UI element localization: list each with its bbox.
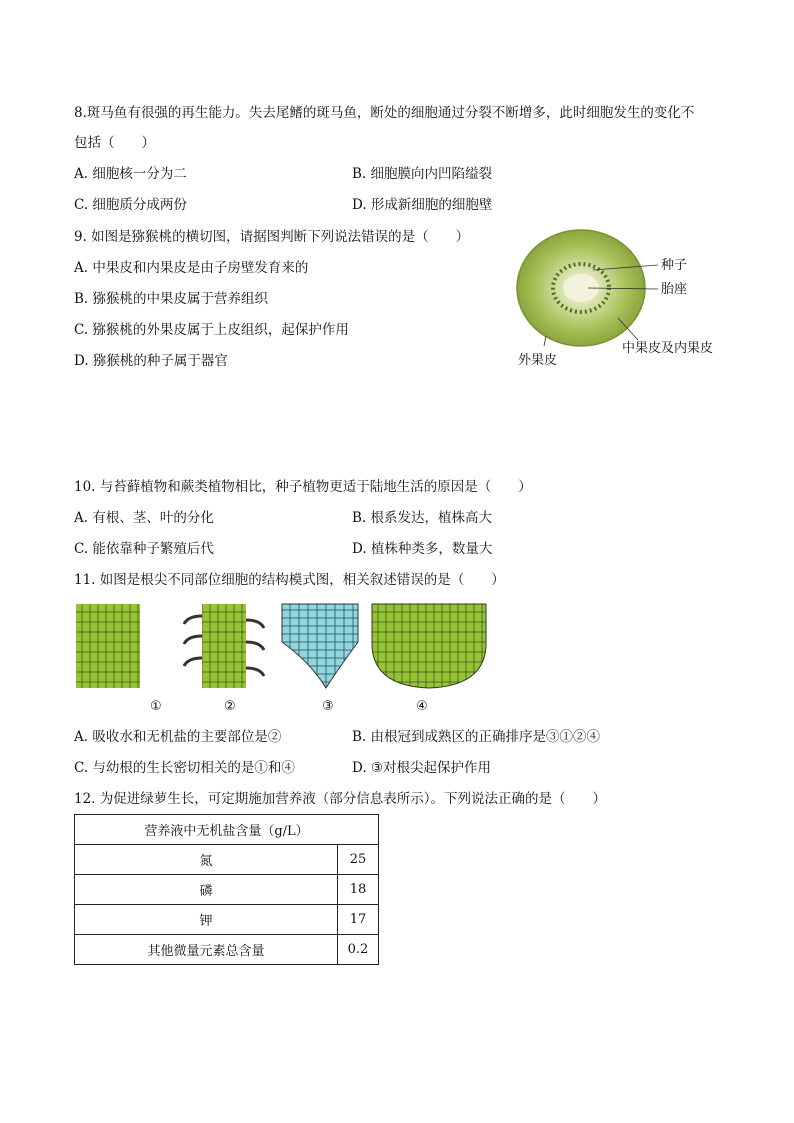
q9-stem: 9. 如图是猕猴桃的横切图，请据图判断下列说法错误的是（ ）: [74, 229, 470, 245]
row-name: 氮: [75, 845, 338, 875]
root-part-2: [184, 604, 264, 688]
root-tip-cells-figure: [74, 602, 494, 714]
q11-option-d[interactable]: D. ③对根尖起保护作用: [352, 760, 492, 776]
label-exo: 外果皮: [518, 353, 558, 368]
table-header: 营养液中无机盐含量（g/L）: [75, 815, 379, 845]
q9-option-c[interactable]: C. 猕猴桃的外果皮属于上皮组织，起保护作用: [74, 322, 349, 338]
label-2: ②: [224, 699, 236, 714]
q8-option-d[interactable]: D. 形成新细胞的细胞壁: [352, 197, 493, 213]
root-part-3: [282, 604, 358, 688]
label-meso-endo: 中果皮及内果皮: [622, 341, 714, 356]
exo-pointer-line: [544, 336, 546, 346]
q8-option-c[interactable]: C. 细胞质分成两份: [74, 197, 187, 213]
q8-option-b[interactable]: B. 细胞膜向内凹陷缢裂: [352, 166, 493, 182]
table-row: [75, 875, 379, 905]
label-1: ①: [150, 699, 162, 714]
row-value: 17: [338, 905, 379, 935]
label-3: ③: [322, 699, 334, 714]
table-header-row: [75, 815, 379, 845]
q10-option-d[interactable]: D. 植株种类多，数量大: [352, 541, 493, 557]
nutrient-table: [74, 814, 379, 965]
q10-option-b[interactable]: B. 根系发达，植株高大: [352, 510, 493, 526]
q11-stem: 11. 如图是根尖不同部位细胞的结构模式图，相关叙述错误的是（ ）: [74, 572, 505, 588]
kiwi-slice: [517, 230, 645, 346]
table-row: [75, 935, 379, 965]
q11-option-b[interactable]: B. 由根冠到成熟区的正确排序是③①②④: [352, 729, 601, 745]
table-row: [75, 845, 379, 875]
label-seed: 种子: [661, 258, 688, 273]
row-name: 磷: [75, 875, 338, 905]
q11-option-c[interactable]: C. 与幼根的生长密切相关的是①和④: [74, 760, 295, 776]
q8-stem-line2: 包括（ ）: [74, 135, 155, 151]
q10-option-a[interactable]: A. 有根、茎、叶的分化: [74, 510, 214, 526]
q10-stem: 10. 与苔藓植物和蕨类植物相比，种子植物更适于陆地生活的原因是（ ）: [74, 479, 532, 495]
q9-option-d[interactable]: D. 猕猴桃的种子属于器官: [74, 353, 228, 369]
q9-option-a[interactable]: A. 中果皮和内果皮是由子房壁发育来的: [74, 260, 309, 276]
q11-option-a[interactable]: A. 吸收水和无机盐的主要部位是②: [74, 729, 282, 745]
q8-stem-line1: 8.斑马鱼有很强的再生能力。失去尾鳍的斑马鱼，断处的细胞通过分裂不断增多，此时细胞发生的变化不: [74, 105, 695, 121]
label-placenta: 胎座: [661, 282, 688, 297]
q10-option-c[interactable]: C. 能依靠种子繁殖后代: [74, 541, 214, 557]
table-row: [75, 905, 379, 935]
row-name: 其他微量元素总含量: [75, 935, 338, 965]
root-part-4: [372, 604, 486, 688]
row-value: 18: [338, 875, 379, 905]
label-4: ④: [416, 699, 428, 714]
row-value: 0.2: [338, 935, 379, 965]
kiwi-cross-section-figure: [508, 228, 734, 370]
root-part-1: [76, 604, 140, 688]
row-name: 钾: [75, 905, 338, 935]
q12-stem: 12. 为促进绿萝生长，可定期施加营养液（部分信息表所示）。下列说法正确的是（ ）: [74, 791, 607, 807]
q9-option-b[interactable]: B. 猕猴桃的中果皮属于营养组织: [74, 291, 269, 307]
row-value: 25: [338, 845, 379, 875]
q8-option-a[interactable]: A. 细胞核一分为二: [74, 166, 187, 182]
